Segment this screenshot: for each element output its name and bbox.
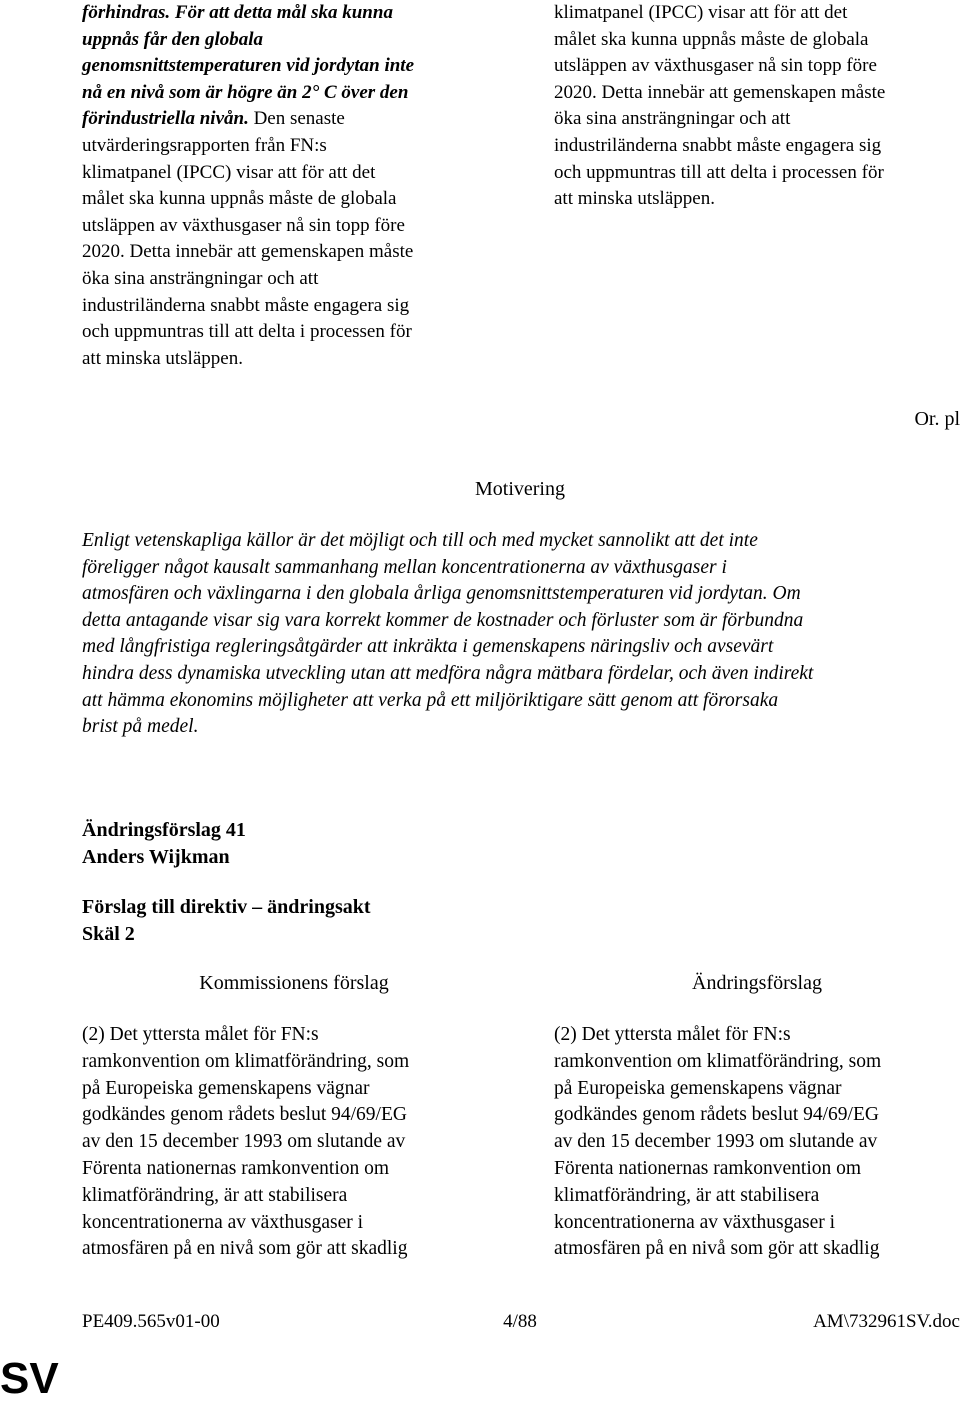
text-line: godkändes genom rådets beslut 94/69/EG bbox=[82, 1104, 407, 1126]
text-line: 2020. Detta innebär att gemenskapen måste bbox=[554, 81, 886, 103]
text-line: klimatpanel (IPCC) visar att för att det bbox=[554, 2, 848, 23]
text-line: industriländerna snabbt måste engagera sig bbox=[82, 294, 410, 316]
commission-proposal-heading: Kommissionens förslag bbox=[199, 972, 389, 994]
text-line: av den 15 december 1993 om slutande av bbox=[82, 1131, 406, 1153]
amendment-author: Anders Wijkman bbox=[82, 846, 230, 868]
text-line: klimatförändring, är att stabilisera bbox=[554, 1184, 820, 1206]
recital-label: Skäl 2 bbox=[82, 923, 135, 945]
footer-file-name: AM\732961SV.doc bbox=[813, 1311, 960, 1332]
text-line: öka sina ansträngningar och att bbox=[82, 267, 319, 289]
text-line: hindra dess dynamiska utveckling utan att medföra några mätbara fördelar, och även indirekt bbox=[82, 662, 814, 684]
text-line: (2) Det yttersta målet för FN:s bbox=[554, 1024, 791, 1045]
text-line: atmosfären på en nivå som gör att skadlig bbox=[82, 1238, 408, 1260]
bold-italic-line: genomsnittstemperaturen vid jordytan inte bbox=[82, 55, 414, 77]
text-line: av den 15 december 1993 om slutande av bbox=[554, 1131, 878, 1153]
text-line: koncentrationerna av växthusgaser i bbox=[82, 1211, 364, 1233]
bold-italic-fragment: förindustriella nivån. bbox=[82, 108, 249, 130]
text-line: att minska utsläppen. bbox=[82, 347, 243, 369]
text-line: ramkonvention om klimatförändring, som bbox=[554, 1050, 882, 1072]
text-line: 2020. Detta innebär att gemenskapen måste bbox=[82, 241, 414, 263]
text-line: atmosfären på en nivå som gör att skadlig bbox=[554, 1238, 880, 1260]
commission-text-column bbox=[82, 1022, 506, 1263]
text-line: detta antagande visar sig vara korrekt kommer de kostnader och förluster som är förbundna bbox=[82, 609, 804, 631]
text-line: ramkonvention om klimatförändring, som bbox=[82, 1050, 410, 1072]
text-line: utvärderingsrapporten från FN:s bbox=[82, 134, 327, 156]
amendment-heading: Ändringsförslag bbox=[692, 972, 822, 994]
text-line: industriländerna snabbt måste engagera sig bbox=[554, 134, 882, 156]
proposal-type: Förslag till direktiv – ändringsakt bbox=[82, 896, 371, 918]
text-line: på Europeiska gemenskapens vägnar bbox=[82, 1077, 370, 1099]
text-line: och uppmuntras till att delta i processen för bbox=[554, 161, 884, 183]
bold-italic-line: nå en nivå som är högre än 2° C över den bbox=[82, 81, 409, 103]
amendment-number: Ändringsförslag 41 bbox=[82, 819, 246, 841]
text-line: målet ska kunna uppnås måste de globala bbox=[82, 188, 397, 210]
text-line: att hämma ekonomins möjligheter att verka på ett miljöriktigare sätt genom att förorsaka bbox=[82, 689, 779, 711]
text-line: utsläppen av växthusgaser nå sin topp före bbox=[82, 214, 405, 236]
text-line: att minska utsläppen. bbox=[554, 188, 715, 210]
text-line: målet ska kunna uppnås måste de globala bbox=[554, 28, 869, 50]
text-line: klimatpanel (IPCC) visar att för att det bbox=[82, 161, 376, 183]
text-line: och uppmuntras till att delta i processen för bbox=[82, 321, 412, 343]
amendment-text-column bbox=[554, 1022, 960, 1263]
text-line: klimatförändring, är att stabilisera bbox=[82, 1184, 348, 1206]
text-line: Enligt vetenskapliga källor är det möjligt och till och med mycket sannolikt att det inte bbox=[82, 530, 758, 551]
footer-doc-ref: PE409.565v01-00 bbox=[82, 1311, 220, 1332]
text-line: atmosfären och växlingarna i den globala årliga genomsnittstemperaturen vid jordytan. Om bbox=[82, 583, 801, 605]
top-left-column bbox=[82, 0, 512, 372]
bold-italic-line: förhindras. För att detta mål ska kunna bbox=[82, 2, 393, 23]
text-line: brist på medel. bbox=[82, 716, 199, 738]
text-line: Förenta nationernas ramkonvention om bbox=[82, 1157, 390, 1179]
original-language: Or. pl bbox=[914, 408, 960, 430]
text-line: koncentrationerna av växthusgaser i bbox=[554, 1211, 836, 1233]
bold-italic-line: uppnås får den globala bbox=[82, 28, 264, 50]
text-line: (2) Det yttersta målet för FN:s bbox=[82, 1024, 319, 1045]
normal-fragment: Den senaste bbox=[248, 108, 345, 130]
text-line: öka sina ansträngningar och att bbox=[554, 108, 791, 130]
amendment-subheader bbox=[82, 894, 371, 948]
motivation-text bbox=[82, 528, 960, 741]
top-right-column bbox=[554, 0, 960, 213]
text-line: godkändes genom rådets beslut 94/69/EG bbox=[554, 1104, 879, 1126]
text-line: med långfristiga regleringsåtgärder att inkräkta i gemenskapens näringsliv och avsevärt bbox=[82, 636, 774, 658]
text-line: Förenta nationernas ramkonvention om bbox=[554, 1157, 862, 1179]
text-line: föreligger något kausalt sammanhang mellan koncentrationerna av växthusgaser i bbox=[82, 556, 727, 578]
amendment-header bbox=[82, 817, 246, 871]
mixed-line bbox=[82, 106, 512, 133]
motivation-heading: Motivering bbox=[475, 478, 565, 500]
language-code: SV bbox=[0, 1354, 59, 1403]
text-line: på Europeiska gemenskapens vägnar bbox=[554, 1077, 842, 1099]
footer-page-number: 4/88 bbox=[503, 1311, 537, 1332]
text-line: utsläppen av växthusgaser nå sin topp före bbox=[554, 55, 877, 77]
